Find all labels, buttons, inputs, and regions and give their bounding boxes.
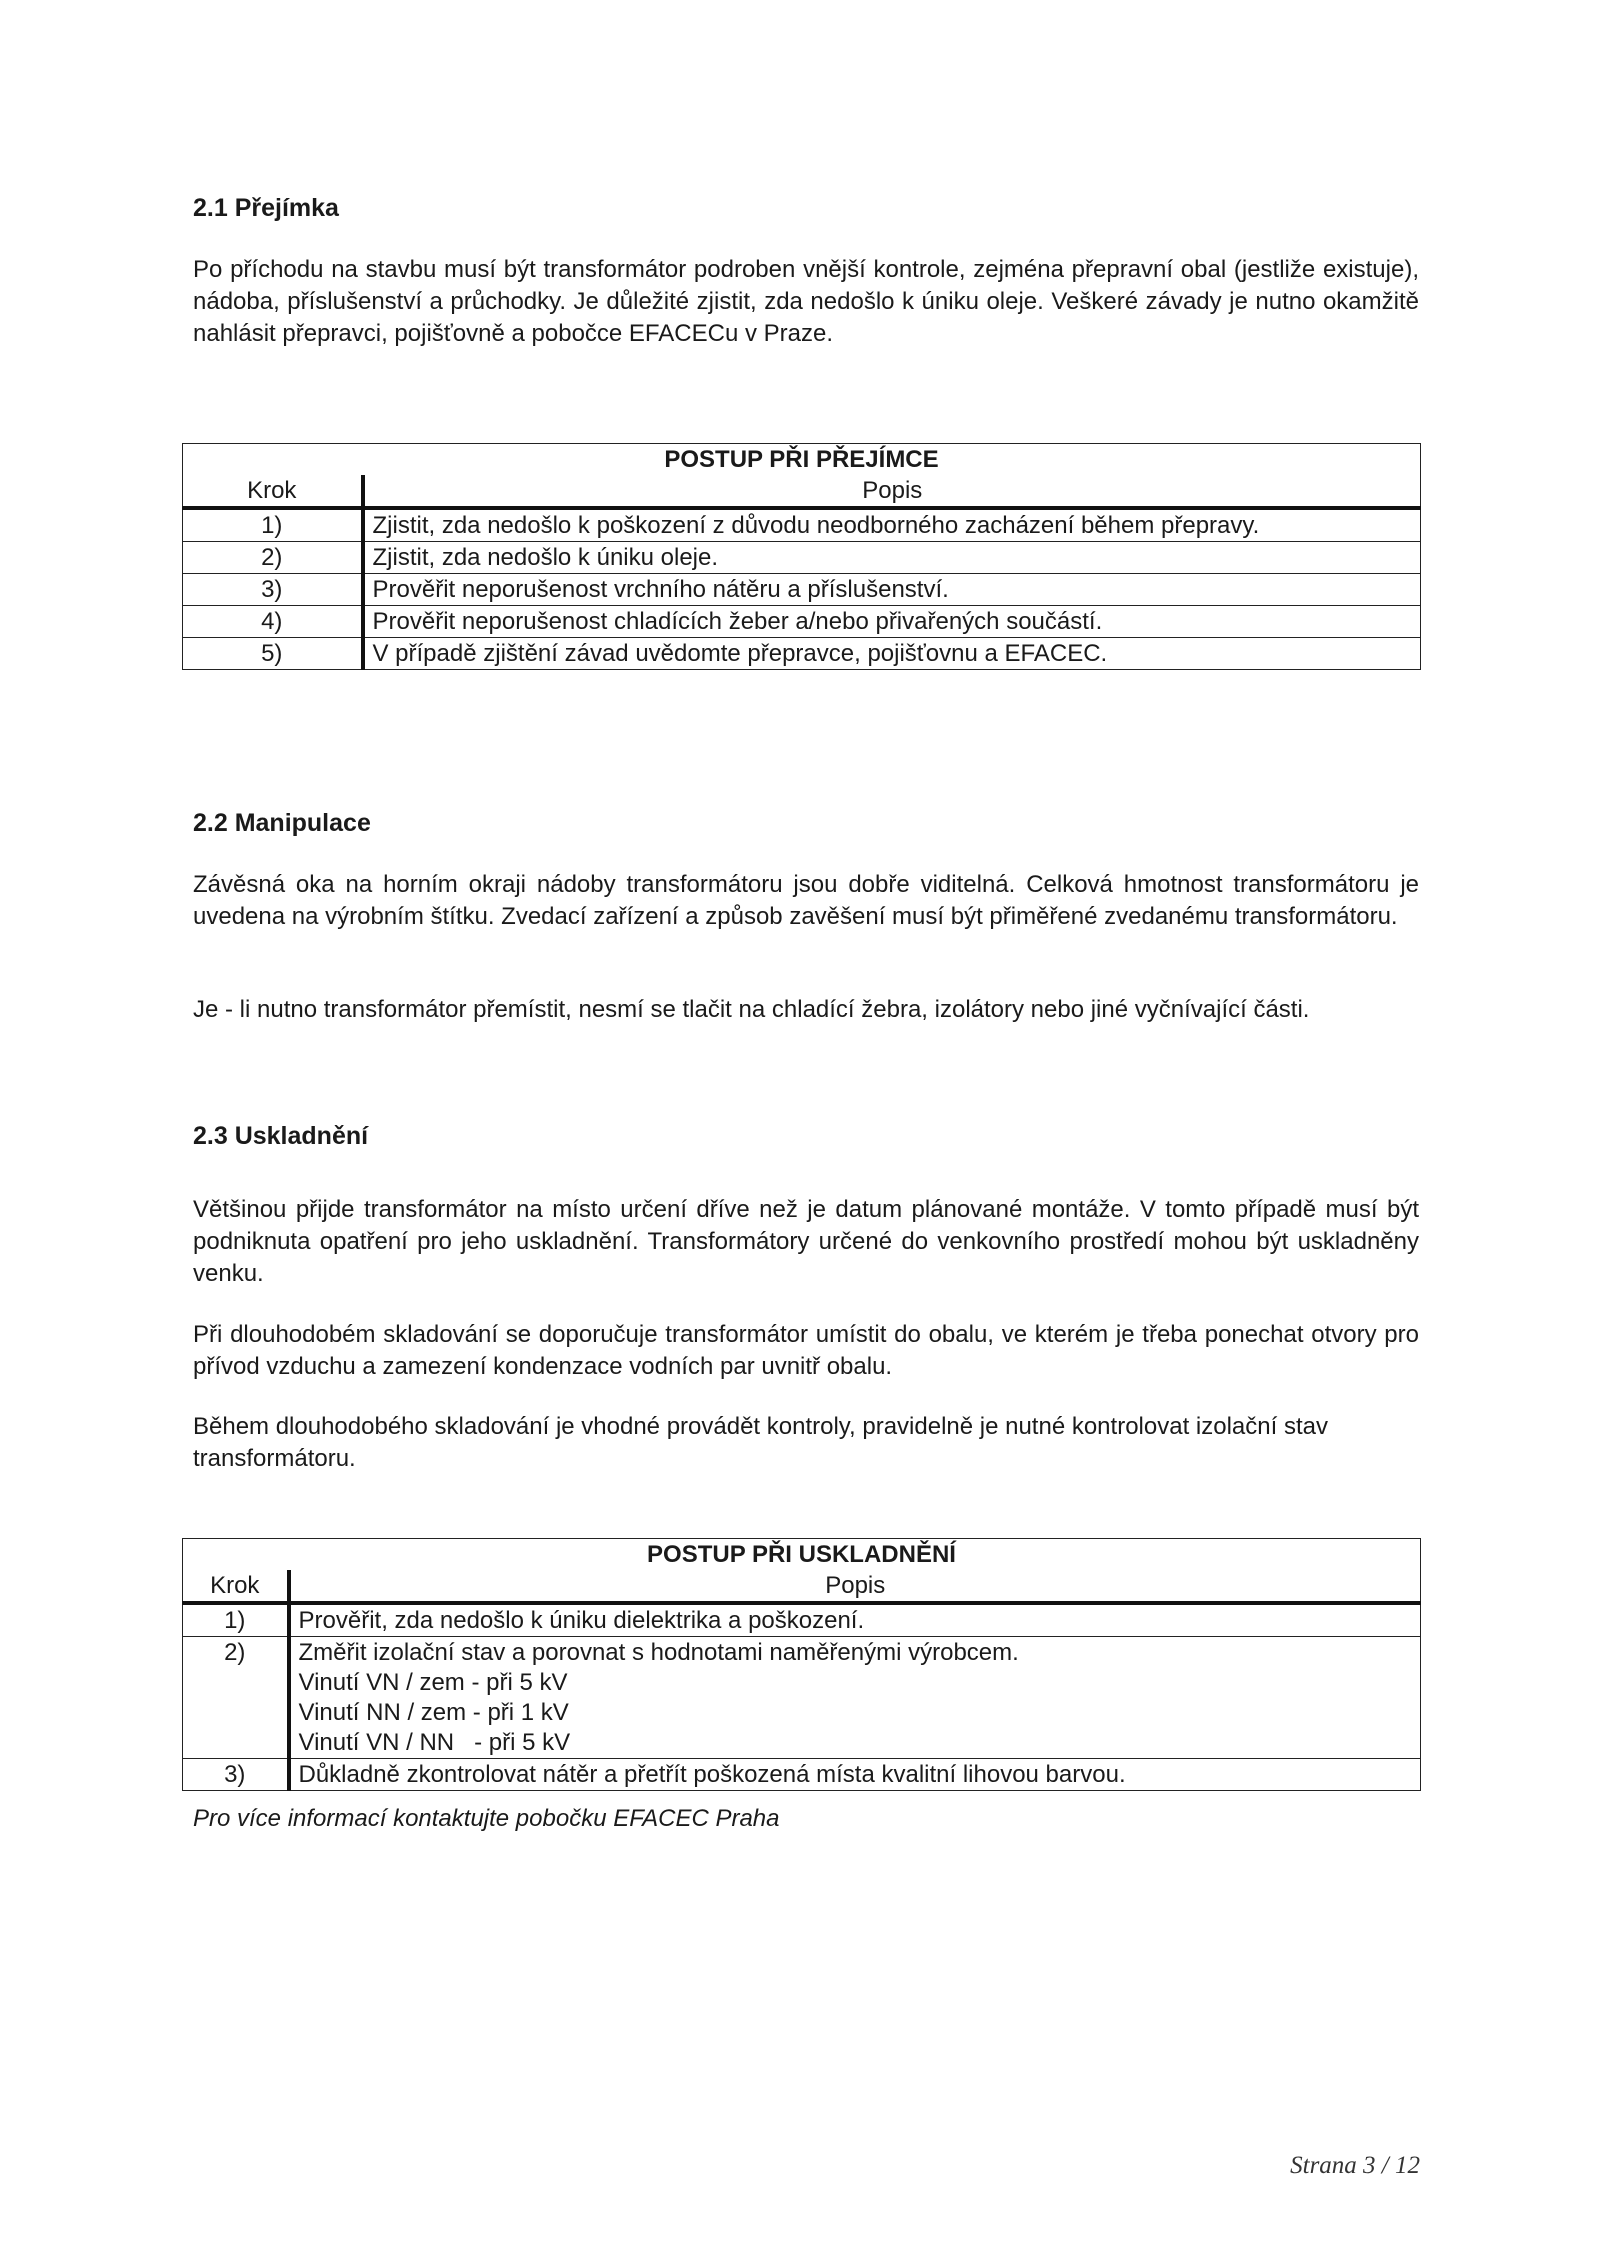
table-row [183,638,1421,670]
table-row [183,508,1421,542]
column-header-popis: Popis [289,1570,1421,1603]
step-number: 5) [183,638,363,670]
table-title: POSTUP PŘI USKLADNĚNÍ [183,1539,1421,1571]
table-row [183,1603,1421,1637]
table-postup-uskladneni [182,1538,1421,1791]
step-line: Vinutí VN / NN - při 5 kV [298,1729,571,1756]
step-description [289,1759,1421,1791]
step-number: 1) [183,508,363,542]
page-number: Strana 3 / 12 [1290,2152,1420,2179]
step-description: Prověřit neporušenost chladících žeber a/nebo přivařených součástí. [363,606,1421,638]
step-number: 3) [183,574,363,606]
step-number: 3) [183,1759,289,1791]
step-description: Zjistit, zda nedošlo k poškození z důvodu neodborného zacházení během přepravy. [363,508,1421,542]
paragraph-uskladneni-1: Většinou přijde transformátor na místo určení dříve než je datum plánované montáže. V tomto případě musí být podniknuta opatření pro jeho uskladnění. Transformátory určené do venkovního prostředí mohou být uskladněny venku. [193,1196,1419,1287]
step-line: Prověřit, zda nedošlo k úniku dielektrika a poškození. [298,1607,865,1634]
step-line: Vinutí VN / zem - při 5 kV [298,1669,568,1696]
section-heading-uskladneni: 2.3 Uskladnění [193,1122,369,1150]
step-description: V případě zjištění závad uvědomte přepravce, pojišťovnu a EFACEC. [363,638,1421,670]
contact-note: Pro více informací kontaktujte pobočku EFACEC Praha [193,1805,780,1832]
paragraph-uskladneni-3: Během dlouhodobého skladování je vhodné provádět kontroly, pravidelně je nutné kontrolovat izolační stav transformátoru. [193,1413,1328,1472]
step-number: 2) [183,542,363,574]
column-header-popis: Popis [363,475,1421,508]
step-description [289,1637,1421,1759]
step-description [289,1603,1421,1637]
table-row [183,1759,1421,1791]
step-line: Změřit izolační stav a porovnat s hodnotami naměřenými výrobcem. [298,1639,1019,1666]
table-row [183,542,1421,574]
paragraph-prejimka: Po příchodu na stavbu musí být transformátor podroben vnější kontrole, zejména přepravní obal (jestliže existuje), nádoba, příslušenství a průchodky. Je důležité zjistit, zda nedošlo k úniku oleje. Veškeré závady je nutno okamžitě nahlásit přepravci, pojišťovně a pobočce EFACECu v Praze. [193,256,1419,347]
step-description: Zjistit, zda nedošlo k úniku oleje. [363,542,1421,574]
step-number: 4) [183,606,363,638]
table-row [183,1637,1421,1759]
step-number: 2) [183,1637,289,1759]
paragraph-manipulace-1: Závěsná oka na horním okraji nádoby transformátoru jsou dobře viditelná. Celková hmotnost transformátoru je uvedena na výrobním štítku. Zvedací zařízení a způsob zavěšení musí být přiměřené zvedanému transformátoru. [193,871,1419,930]
table-postup-prejimka [182,443,1421,670]
paragraph-uskladneni-2: Při dlouhodobém skladování se doporučuje transformátor umístit do obalu, ve kterém je třeba ponechat otvory pro přívod vzduchu a zamezení kondenzace vodních par uvnitř obalu. [193,1321,1419,1380]
column-header-krok: Krok [183,475,363,508]
step-line: Důkladně zkontrolovat nátěr a přetřít poškozená místa kvalitní lihovou barvou. [298,1761,1126,1788]
column-header-krok: Krok [183,1570,289,1603]
step-description: Prověřit neporušenost vrchního nátěru a příslušenství. [363,574,1421,606]
table-row [183,574,1421,606]
section-heading-prejimka: 2.1 Přejímka [193,194,339,222]
section-heading-manipulace: 2.2 Manipulace [193,809,371,837]
step-number: 1) [183,1603,289,1637]
table-row [183,606,1421,638]
paragraph-manipulace-2: Je - li nutno transformátor přemístit, nesmí se tlačit na chladící žebra, izolátory nebo jiné vyčnívající části. [193,996,1310,1023]
step-line: Vinutí NN / zem - při 1 kV [298,1699,569,1726]
table-title: POSTUP PŘI PŘEJÍMCE [183,444,1421,476]
